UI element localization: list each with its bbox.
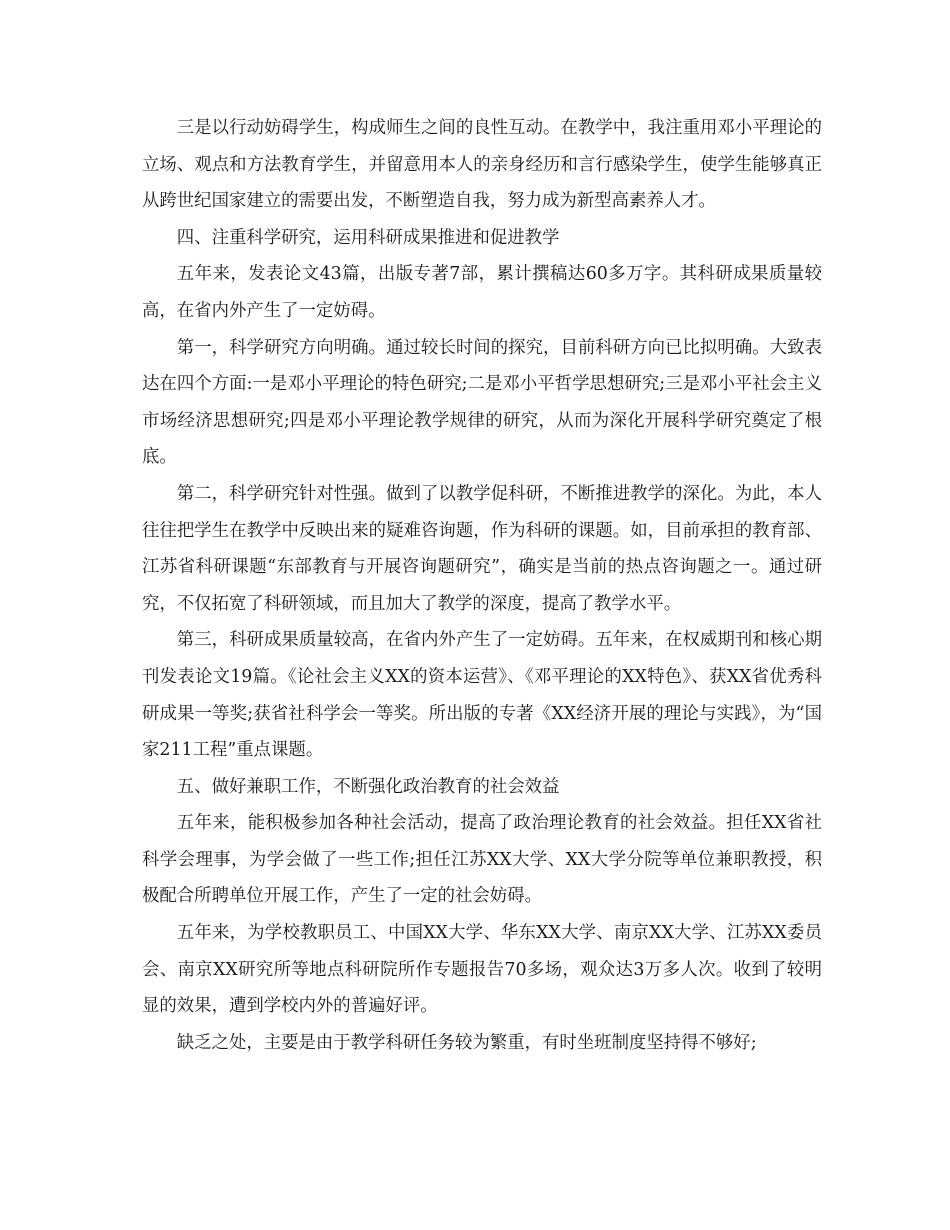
- paragraph-research-direction: 第一，科学研究方向明确。通过较长时间的探究，目前科研方向已比拟明确。大致表达在四个方面:一是邓小平理论的特色研究;二是邓小平哲学思想研究;三是邓小平社会主义市场经济思想研究;四是邓小平理论教学规律的研究，从而为深化开展科学研究奠定了根底。: [142, 337, 822, 468]
- paragraph-research-relevance: 第二，科学研究针对性强。做到了以教学促科研，不断推进教学的深化。为此，本人往往把学生在教学中反映出来的疑难咨询题，作为科研的课题。如，目前承担的教育部、江苏省科研课题“东部教育与开展咨询题研究”，确实是当前的热点咨询题之一。通过研究，不仅拓宽了科研领域，而且加大了教学的深度，提高了教学水平。: [142, 483, 822, 614]
- paragraph-social-activities: 五年来，能积极参加各种社会活动，提高了政治理论教育的社会效益。担任XX省社科学会理事，为学会做了一些工作;担任江苏XX大学、XX大学分院等单位兼职教授，积极配合所聘单位开展工作，产生了一定的社会妨碍。: [142, 813, 822, 907]
- paragraph-interaction: 三是以行动妨碍学生，构成师生之间的良性互动。在教学中，我注重用邓小平理论的立场、观点和方法教育学生，并留意用本人的亲身经历和言行感染学生，使学生能够真正从跨世纪国家建立的需要出发，不断塑造自我，努力成为新型高素养人才。: [142, 118, 822, 212]
- paragraph-research-quality: 第三，科研成果质量较高，在省内外产生了一定妨碍。五年来，在权威期刊和核心期刊发表论文19篇。《论社会主义XX的资本运营》、《邓平理论的XX特色》、获XX省优秀科研成果一等奖;获省社科学会一等奖。所出版的专著《XX经济开展的理论与实践》，为“国家211工程”重点课题。: [142, 630, 822, 761]
- paragraph-publications: 五年来，发表论文43篇，出版专著7部，累计撰稿达60多万字。其科研成果质量较高，在省内外产生了一定妨碍。: [142, 264, 822, 321]
- section-heading-research: 四、注重科学研究，运用科研成果推进和促进教学: [176, 227, 560, 248]
- section-heading-parttime: 五、做好兼职工作，不断强化政治教育的社会效益: [176, 776, 560, 797]
- document-body: [142, 110, 822, 1061]
- paragraph-shortcomings: 缺乏之处，主要是由于教学科研任务较为繁重，有时坐班制度坚持得不够好;: [176, 1032, 757, 1053]
- paragraph-lectures: 五年来，为学校教职员工、中国XX大学、华东XX大学、南京XX大学、江苏XX委员会、南京XX研究所等地点科研院所作专题报告70多场，观众达3万多人次。收到了较明显的效果，遭到学校内外的普遍好评。: [142, 923, 822, 1017]
